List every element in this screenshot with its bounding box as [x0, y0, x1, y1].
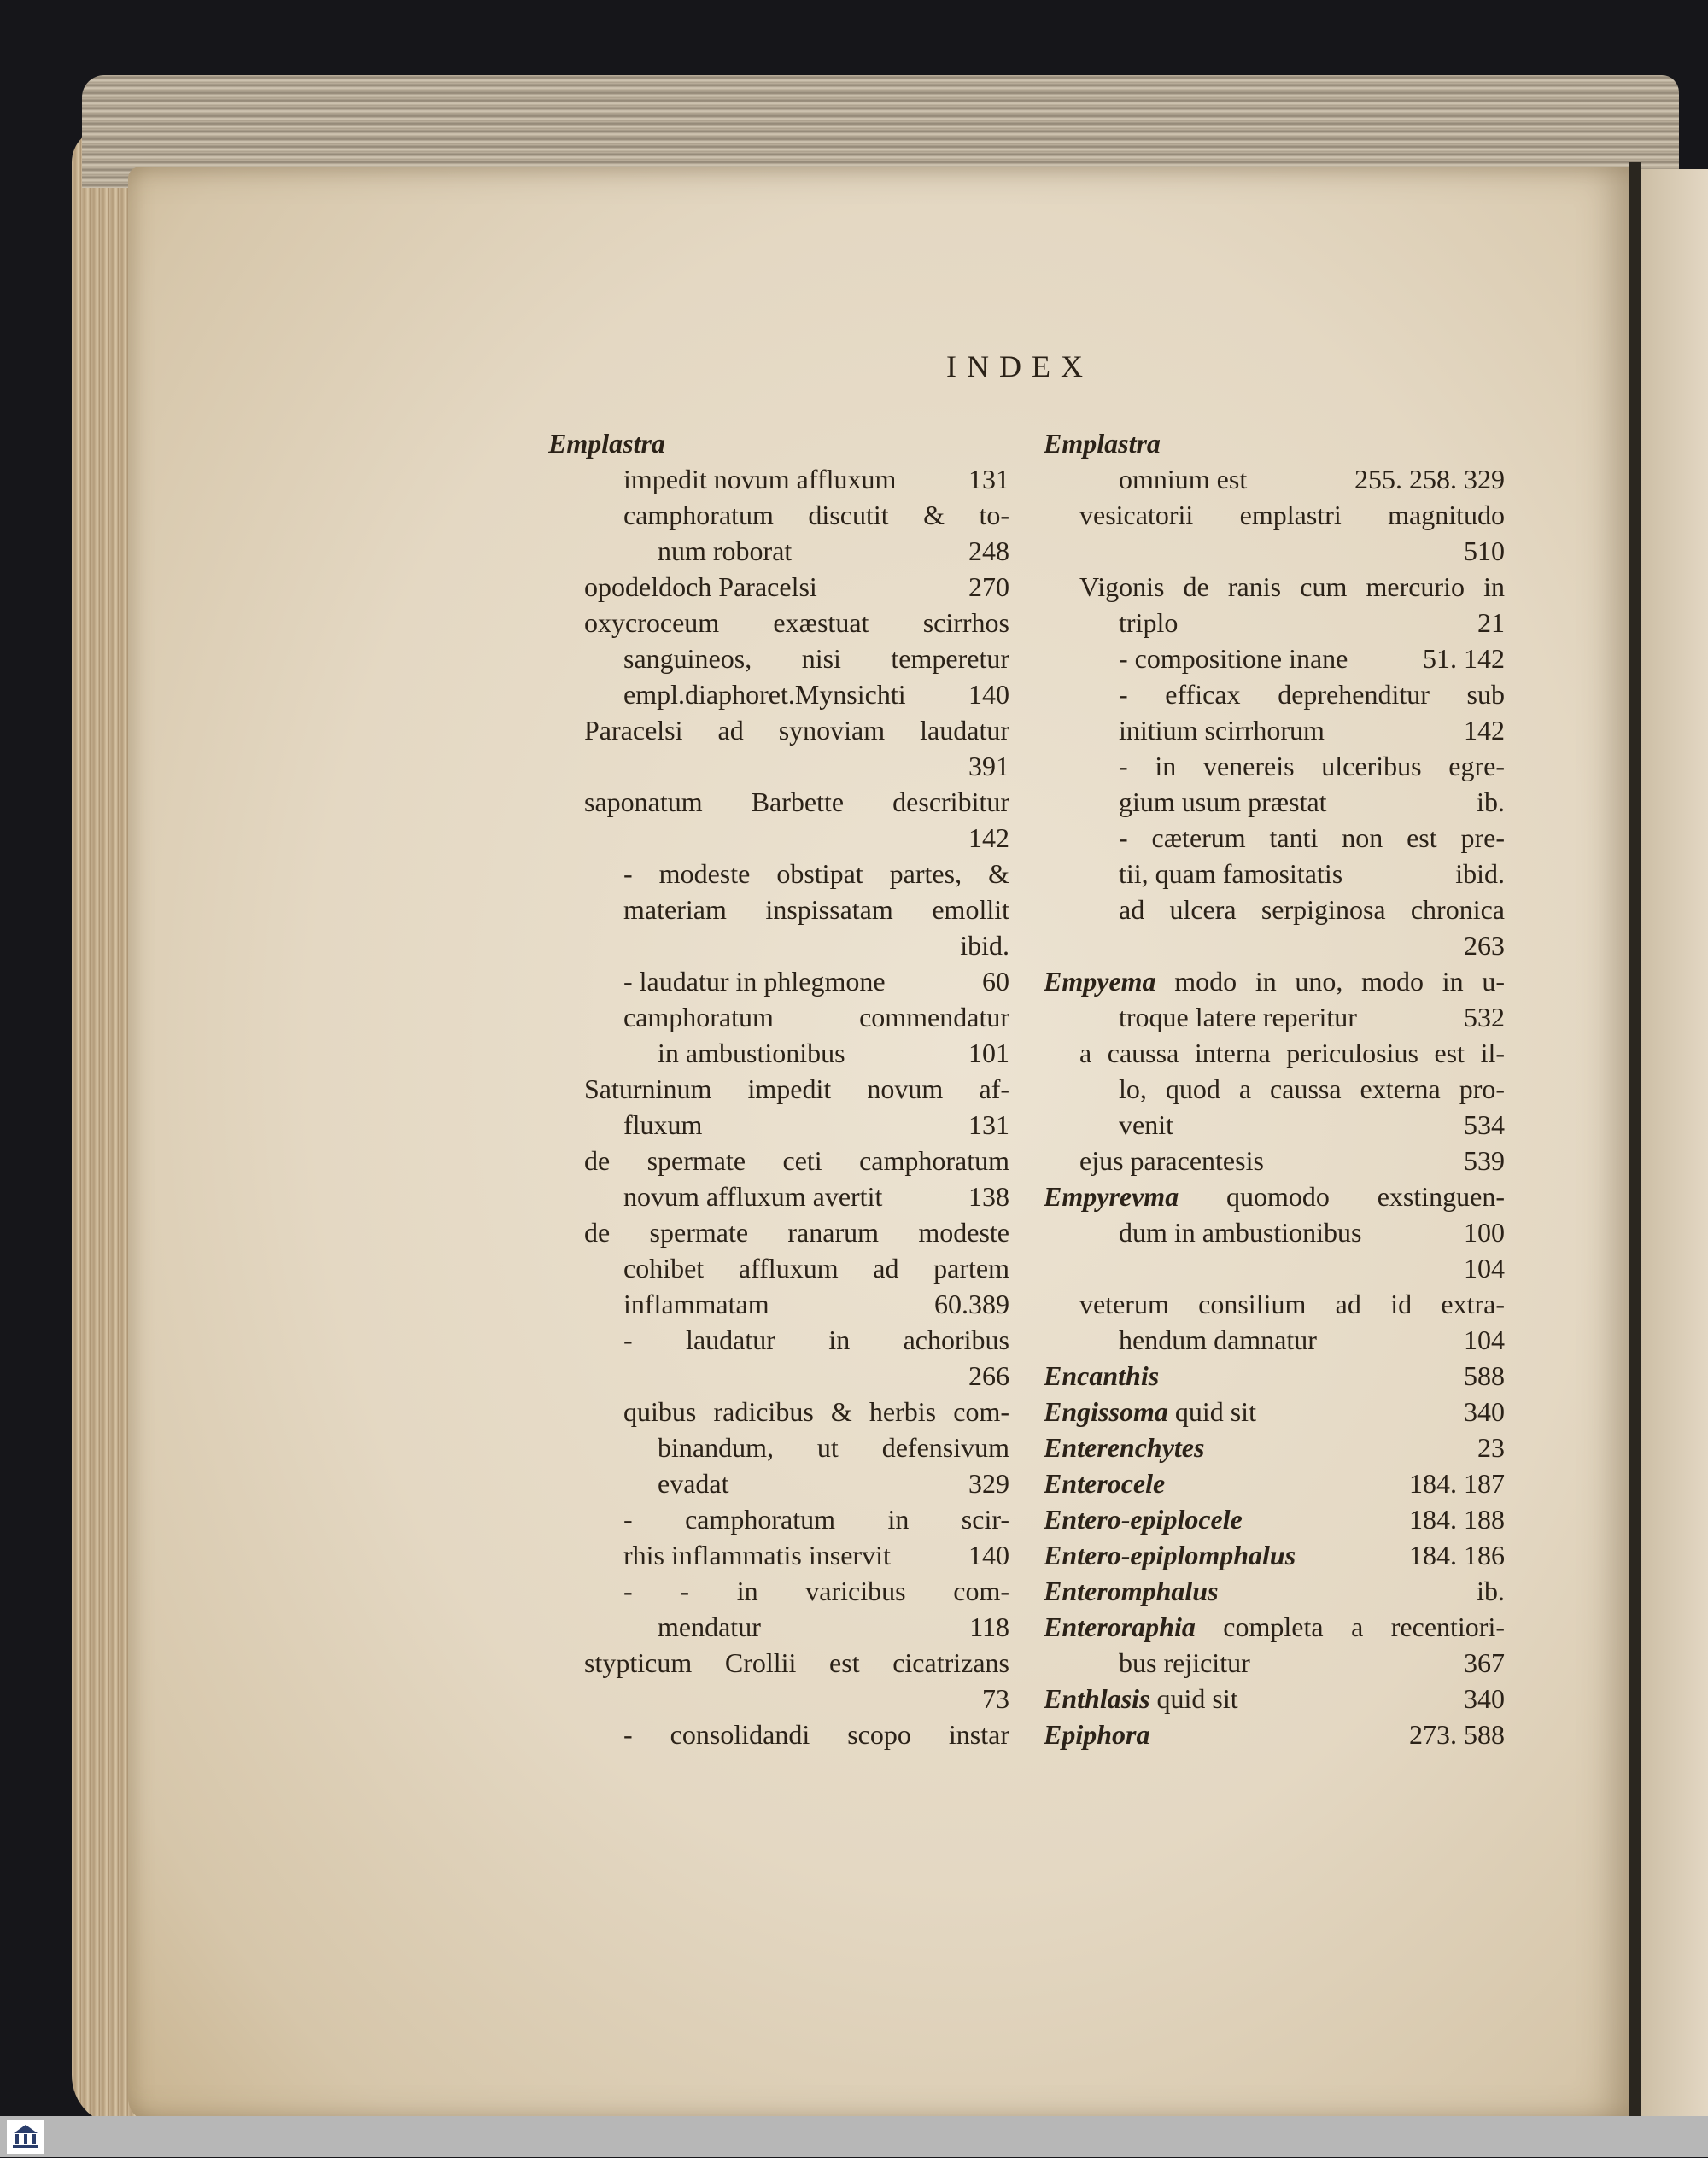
index-entry — [548, 784, 1009, 820]
index-entry — [1044, 1501, 1505, 1537]
index-entry — [1044, 1286, 1505, 1322]
entry-text: Enthlasis quid sit — [1044, 1683, 1238, 1714]
page-reference: 340 — [1464, 1396, 1505, 1427]
index-entry — [548, 1537, 1009, 1573]
page-reference: 140 — [968, 679, 1009, 710]
index-entry — [548, 856, 1009, 892]
running-head: INDEX — [946, 349, 1093, 383]
index-entry — [548, 533, 1009, 569]
index-entry — [548, 1107, 1009, 1143]
entry-text: sanguineos, nisi temperetur — [623, 643, 1009, 674]
entry-text: quibus radicibus & herbis com- — [623, 1396, 1009, 1427]
entry-text: lo, quod a caussa externa pro- — [1119, 1073, 1505, 1104]
entry-text: veterum consilium ad id extra- — [1079, 1289, 1505, 1319]
index-entry — [1044, 605, 1505, 640]
viewer-footer-bar — [0, 2116, 1708, 2157]
page-reference: 534 — [1464, 1109, 1505, 1140]
entry-text: - laudatur in phlegmone — [623, 966, 886, 997]
page-reference: 131 — [968, 1109, 1009, 1140]
index-entry — [548, 1322, 1009, 1358]
index-entry — [548, 1573, 1009, 1609]
index-entry — [1044, 1322, 1505, 1358]
index-entry — [548, 1358, 1009, 1394]
entry-text: a caussa interna periculosius est il- — [1079, 1038, 1505, 1068]
library-seal-icon — [7, 2120, 44, 2154]
index-entry — [1044, 497, 1505, 533]
entry-text: - efficax deprehenditur sub — [1119, 679, 1505, 710]
page-reference: 248 — [968, 535, 1009, 566]
index-entry — [1044, 1214, 1505, 1250]
index-entry — [1044, 1071, 1505, 1107]
entry-headword: Empyema — [1044, 966, 1156, 997]
entry-text: initium scirrhorum — [1119, 715, 1325, 746]
index-entry — [1044, 892, 1505, 927]
index-entry — [548, 712, 1009, 748]
page-reference: 131 — [968, 464, 1009, 494]
entry-text: Enteromphalus — [1044, 1576, 1219, 1606]
entry-text: empl.diaphoret.Mynsichti — [623, 679, 906, 710]
page-reference: 21 — [1477, 607, 1505, 638]
index-entry — [548, 640, 1009, 676]
entry-text: vesicatorii emplastri magnitudo — [1079, 500, 1505, 530]
page-reference: 138 — [968, 1181, 1009, 1212]
index-entry — [548, 1681, 1009, 1716]
entry-text: gium usum præstat — [1119, 787, 1327, 817]
index-entry — [548, 605, 1009, 640]
index-entry — [548, 676, 1009, 712]
entry-text: Saturninum impedit novum af- — [584, 1073, 1009, 1104]
index-entry — [548, 1609, 1009, 1645]
index-entry — [1044, 784, 1505, 820]
page-reference: 532 — [1464, 1002, 1505, 1032]
entry-text: hendum damnatur — [1119, 1325, 1317, 1355]
entry-text: dum in ambustionibus — [1119, 1217, 1362, 1248]
entry-text: Entero-epiplomphalus — [1044, 1540, 1296, 1570]
entry-headword: Enteroraphia — [1044, 1611, 1196, 1642]
page-reference: 539 — [1464, 1145, 1505, 1176]
entry-text: Entero-epiplocele — [1044, 1504, 1243, 1535]
entry-text: troque latere reperitur — [1119, 1002, 1357, 1032]
page-reference: ibid. — [960, 930, 1009, 961]
index-entry — [548, 1178, 1009, 1214]
page-reference: ibid. — [1455, 858, 1505, 889]
index-entry — [548, 1214, 1009, 1250]
entry-text: Encanthis — [1044, 1360, 1160, 1391]
page-reference: 60 — [982, 966, 1009, 997]
index-entry — [1044, 569, 1505, 605]
index-entry — [548, 1465, 1009, 1501]
index-entry — [1044, 461, 1505, 497]
entry-headword: Empyrevma — [1044, 1181, 1179, 1212]
index-entry — [548, 1501, 1009, 1537]
page-reference: 263 — [1464, 930, 1505, 961]
entry-text: Paracelsi ad synoviam laudatur — [584, 715, 1009, 746]
entry-text: Enterenchytes — [1044, 1432, 1205, 1463]
entry-text: opodeldoch Paracelsi — [584, 571, 817, 602]
entry-text: in ambustionibus — [658, 1038, 845, 1068]
index-entry — [1044, 676, 1505, 712]
entry-text: impedit novum affluxum — [623, 464, 897, 494]
entry-text: - - in varicibus com- — [623, 1576, 1009, 1606]
index-entry — [548, 1716, 1009, 1752]
entry-text: fluxum — [623, 1109, 703, 1140]
index-entry — [548, 1035, 1009, 1071]
page-reference: 340 — [1464, 1683, 1505, 1714]
page-reference: 118 — [969, 1611, 1009, 1642]
entry-text: cohibet affluxum ad partem — [623, 1253, 1009, 1284]
entry-text: camphoratum discutit & to- — [623, 500, 1009, 530]
index-entry — [1044, 1394, 1505, 1430]
entry-text: de spermate ceti camphoratum — [584, 1145, 1009, 1176]
entry-text: stypticum Crollii est cicatrizans — [584, 1647, 1009, 1678]
index-entry — [548, 1071, 1009, 1107]
index-entry — [1044, 1178, 1505, 1214]
entry-text: rhis inflammatis inservit — [623, 1540, 891, 1570]
index-entry — [1044, 856, 1505, 892]
entry-text: saponatum Barbette describitur — [584, 787, 1009, 817]
index-entry — [548, 1143, 1009, 1178]
entry-text: - laudatur in achoribus — [623, 1325, 1009, 1355]
index-entry — [1044, 1358, 1505, 1394]
index-entry — [548, 963, 1009, 999]
entry-text: - modeste obstipat partes, & — [623, 858, 1009, 889]
index-entry — [1044, 1250, 1505, 1286]
index-entry — [1044, 533, 1505, 569]
page-reference: 588 — [1464, 1360, 1505, 1391]
index-entry — [548, 425, 1009, 461]
index-entry — [548, 927, 1009, 963]
index-entry — [1044, 1537, 1505, 1573]
index-entry — [1044, 1645, 1505, 1681]
page-reference: 266 — [968, 1360, 1009, 1391]
page-reference: 101 — [968, 1038, 1009, 1068]
index-entry — [1044, 1465, 1505, 1501]
entry-text: de spermate ranarum modeste — [584, 1217, 1009, 1248]
page-reference: 60.389 — [934, 1289, 1009, 1319]
page-reference: 255. 258. 329 — [1354, 464, 1505, 494]
entry-text: bus rejicitur — [1119, 1647, 1250, 1678]
page-reference: 329 — [968, 1468, 1009, 1499]
entry-text: Vigonis de ranis cum mercurio in — [1079, 571, 1505, 602]
entry-text: num roborat — [658, 535, 793, 566]
entry-text: venit — [1119, 1109, 1173, 1140]
entry-text: omnium est — [1119, 464, 1248, 494]
index-entry — [548, 1645, 1009, 1681]
page-reference: 391 — [968, 751, 1009, 781]
index-entry — [548, 497, 1009, 533]
entry-text: - compositione inane — [1119, 643, 1348, 674]
index-entry — [548, 999, 1009, 1035]
entry-text: Engissoma quid sit — [1044, 1396, 1256, 1427]
index-entry — [548, 1250, 1009, 1286]
entry-headword: Engissoma — [1044, 1396, 1168, 1427]
index-entry — [1044, 1716, 1505, 1752]
entry-text: Enteroraphia completa a recentiori- — [1044, 1611, 1505, 1642]
page-reference: 184. 186 — [1409, 1540, 1505, 1570]
page-reference: 273. 588 — [1409, 1719, 1505, 1750]
page-reference: 51. 142 — [1423, 643, 1505, 674]
index-entry — [548, 569, 1009, 605]
index-entry — [1044, 927, 1505, 963]
index-entry — [1044, 1573, 1505, 1609]
index-entry — [548, 820, 1009, 856]
index-entry — [1044, 1609, 1505, 1645]
entry-text: binandum, ut defensivum — [658, 1432, 1009, 1463]
index-entry — [1044, 963, 1505, 999]
page-reference: ib. — [1477, 787, 1505, 817]
entry-text: triplo — [1119, 607, 1179, 638]
index-entry — [1044, 712, 1505, 748]
page-reference: 184. 187 — [1409, 1468, 1505, 1499]
entry-text: - consolidandi scopo instar — [623, 1719, 1009, 1750]
index-entry — [1044, 999, 1505, 1035]
entry-text: oxycroceum exæstuat scirrhos — [584, 607, 1009, 638]
index-entry — [1044, 425, 1505, 461]
gutter — [1629, 162, 1641, 2126]
page-reference: 142 — [1464, 715, 1505, 746]
index-entry — [1044, 1430, 1505, 1465]
entry-text: evadat — [658, 1468, 729, 1499]
page-reference: 367 — [1464, 1647, 1505, 1678]
entry-text: novum affluxum avertit — [623, 1181, 883, 1212]
page-reference: 104 — [1464, 1325, 1505, 1355]
facing-page-edge — [1641, 169, 1708, 2116]
entry-text: Epiphora — [1044, 1719, 1150, 1750]
index-entry — [548, 1286, 1009, 1322]
page-reference: 100 — [1464, 1217, 1505, 1248]
index-entry — [1044, 1107, 1505, 1143]
page-reference: 184. 188 — [1409, 1504, 1505, 1535]
entry-text: materiam inspissatam emollit — [623, 894, 1009, 925]
index-entry — [1044, 1681, 1505, 1716]
entry-text: - cæterum tanti non est pre- — [1119, 822, 1505, 853]
page-reference: 270 — [968, 571, 1009, 602]
entry-text: Emplastra — [548, 428, 665, 459]
entry-text: camphoratum commendatur — [623, 1002, 1009, 1032]
entry-text: ejus paracentesis — [1079, 1145, 1264, 1176]
index-entry — [548, 748, 1009, 784]
entry-text: Emplastra — [1044, 428, 1161, 459]
page-reference: 23 — [1477, 1432, 1505, 1463]
index-entry — [548, 1430, 1009, 1465]
entry-text: Empyema modo in uno, modo in u- — [1044, 966, 1505, 997]
entry-text: Enterocele — [1044, 1468, 1166, 1499]
page-reference: ib. — [1477, 1576, 1505, 1606]
entry-text: - camphoratum in scir- — [623, 1504, 1009, 1535]
entry-text: - in venereis ulceribus egre- — [1119, 751, 1505, 781]
index-entry — [548, 1394, 1009, 1430]
page-reference: 140 — [968, 1540, 1009, 1570]
page-reference: 73 — [982, 1683, 1009, 1714]
page-reference: 104 — [1464, 1253, 1505, 1284]
entry-text: mendatur — [658, 1611, 761, 1642]
entry-text: inflammatam — [623, 1289, 769, 1319]
entry-text: ad ulcera serpiginosa chronica — [1119, 894, 1505, 925]
page-reference: 510 — [1464, 535, 1505, 566]
index-entry — [548, 892, 1009, 927]
index-entry — [1044, 640, 1505, 676]
index-entry — [1044, 748, 1505, 784]
page-reference: 142 — [968, 822, 1009, 853]
entry-text: tii, quam famositatis — [1119, 858, 1343, 889]
entry-headword: Enthlasis — [1044, 1683, 1150, 1714]
index-entry — [1044, 820, 1505, 856]
entry-text: Empyrevma quomodo exstinguen- — [1044, 1181, 1505, 1212]
index-entry — [548, 461, 1009, 497]
index-entry — [1044, 1143, 1505, 1178]
index-entry — [1044, 1035, 1505, 1071]
